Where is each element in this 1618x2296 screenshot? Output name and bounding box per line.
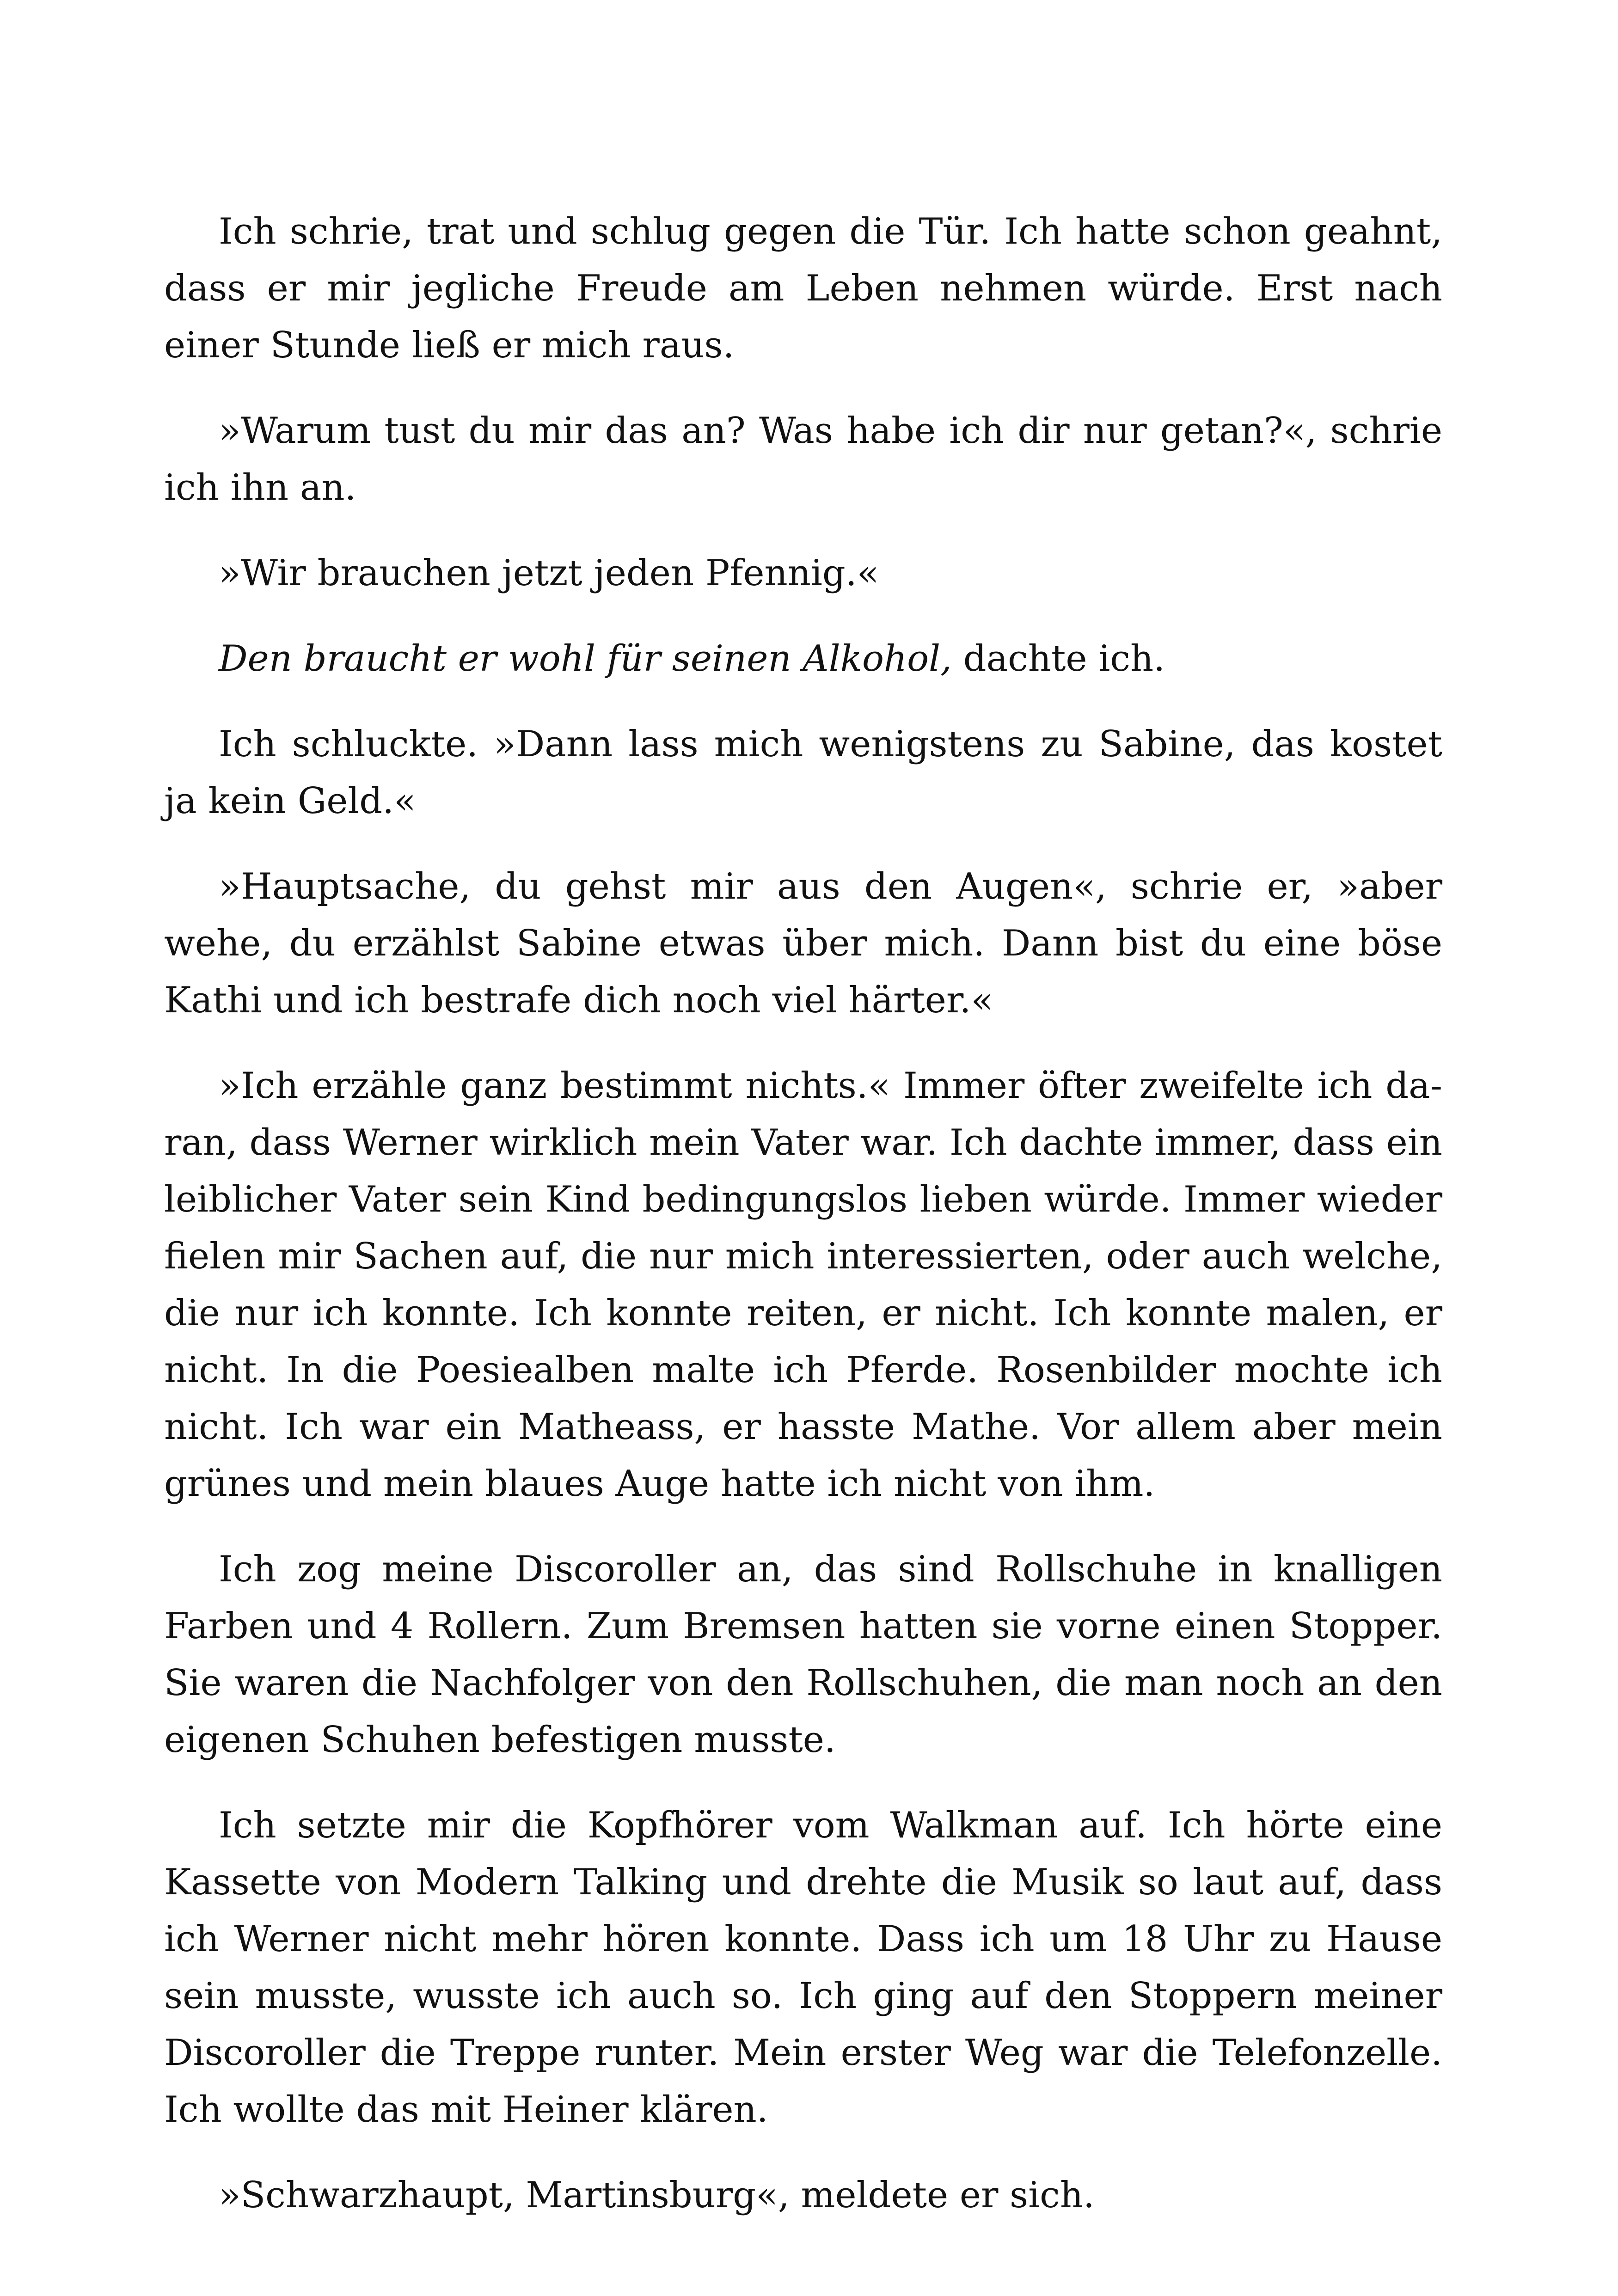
paragraph-4-rest: dachte ich. (951, 638, 1165, 680)
paragraph-8: Ich zog meine Discoroller an, das sind Rollschuhe in knalligen Farben und 4 Rollern. Zum Bremsen hatten sie vorne einen Stopper. Sie waren die Nachfolger von den Rollschuhen, die man noch an den eigenen Schuhen befestigen musste. (164, 1549, 1442, 1761)
paragraph-1: Ich schrie, trat und schlug gegen die Tür. Ich hatte schon geahnt, dass er mir jegliche Freude am Leben nehmen würde. Erst nach einer Stunde ließ er mich raus. (164, 211, 1442, 366)
paragraph-6: »Hauptsache, du gehst mir aus den Augen«, schrie er, »aber wehe, du erzählst Sabine etwas über mich. Dann bist du eine böse Kathi und ich bestrafe dich noch viel härter.« (164, 866, 1442, 1021)
paragraph-5: Ich schluckte. »Dann lass mich wenigstens zu Sabine, das kostet ja kein Geld.« (164, 723, 1442, 822)
paragraph-4 (164, 631, 1442, 687)
paragraph-3: »Wir brauchen jetzt jeden Pfennig.« (219, 552, 879, 594)
body-text (164, 203, 1442, 2253)
paragraph-9: Ich setzte mir die Kopfhörer vom Walkman auf. Ich hörte eine Kassette von Modern Talking und drehte die Musik so laut auf, dass ich Werner nicht mehr hören konnte. Dass ich um 18 Uhr zu Hause sein musste, wusste ich auch so. Ich ging auf den Stoppern meiner Discoroller die Treppe runter. Mein erster Weg war die Telefonzelle. Ich wollte das mit Heiner klären. (164, 1805, 1442, 2131)
paragraph-10: »Schwarzhaupt, Martinsburg«, meldete er sich. (219, 2174, 1095, 2216)
paragraph-2: »Warum tust du mir das an? Was habe ich dir nur getan?«, schrie ich ihn an. (164, 410, 1442, 508)
paragraph-7: »Ich erzähle ganz bestimmt nichts.« Immer öfter zweifelte ich daran, dass Werner wirklich mein Vater war. Ich dachte immer, dass ein leiblicher Vater sein Kind bedingungslos lieben würde. Immer wieder fielen mir Sachen auf, die nur mich interessierten, oder auch welche, die nur ich konnte. Ich konnte reiten, er nicht. Ich konnte malen, er nicht. In die Poesiealben malte ich Pferde. Rosenbilder mochte ich nicht. Ich war ein Matheass, er hasste Mathe. Vor allem aber mein grünes und mein blaues Auge hatte ich nicht von ihm. (164, 1065, 1442, 1505)
italic-thought: Den braucht er wohl für seinen Alkohol, (219, 638, 952, 680)
